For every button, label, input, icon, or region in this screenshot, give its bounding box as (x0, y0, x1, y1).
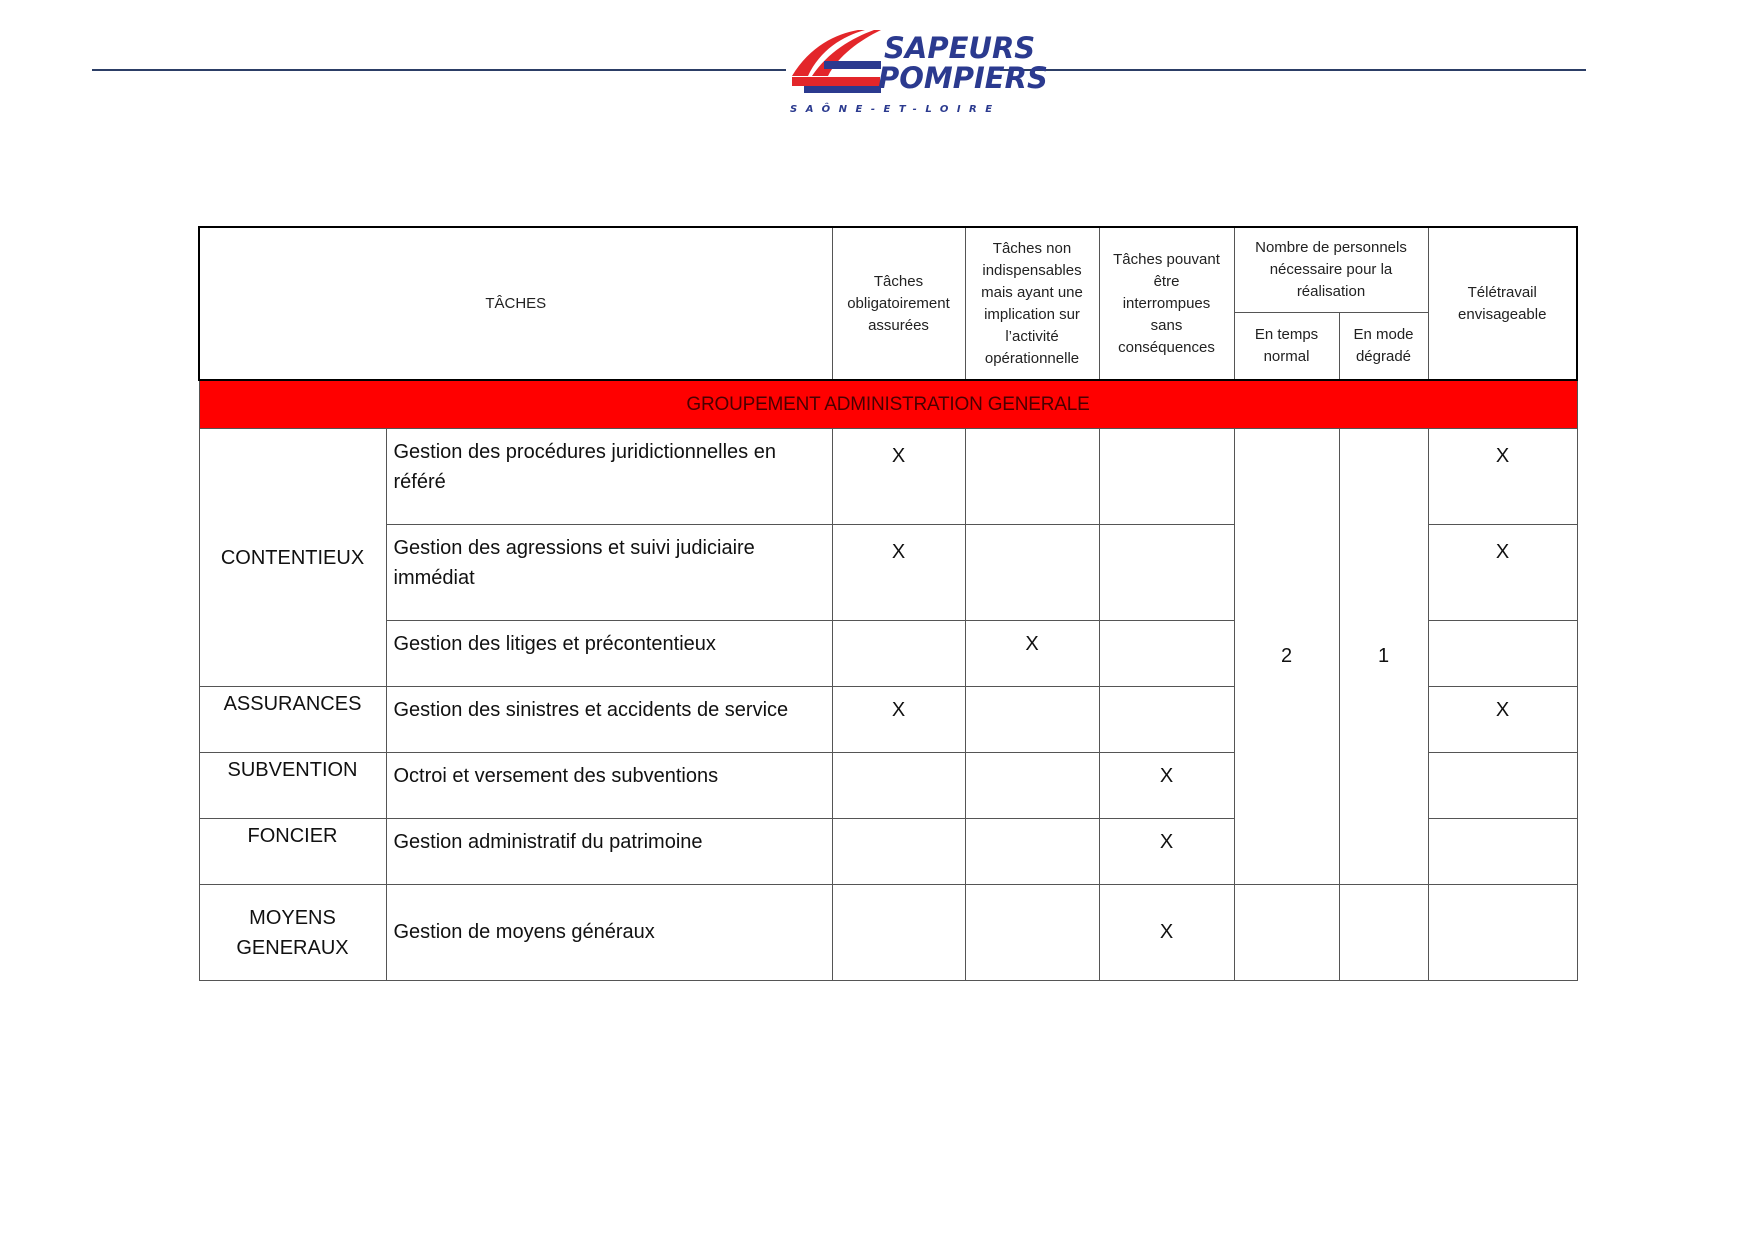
mark-obligatoire (832, 753, 965, 819)
mark-non-indispensable (965, 819, 1099, 885)
category-assurances: ASSURANCES (199, 687, 386, 753)
mark-interrompue (1099, 525, 1234, 621)
task-cell: Gestion administratif du patrimoine (386, 819, 832, 885)
mark-non-indispensable (965, 753, 1099, 819)
task-cell: Gestion des litiges et précontentieux (386, 621, 832, 687)
tasks-table (198, 226, 1578, 981)
mark-non-indispensable (965, 429, 1099, 525)
task-cell: Gestion des procédures juridictionnelles en référé (386, 429, 832, 525)
header-taches: TÂCHES (199, 227, 832, 380)
mark-interrompue: X (1099, 819, 1234, 885)
logo-subtitle: SAÔNE-ET-LOIRE (790, 104, 1001, 115)
header-personnels: Nombre de personnels nécessaire pour la réalisation (1234, 227, 1428, 313)
sapeurs-pompiers-logo (788, 26, 1048, 116)
mark-teletravail (1428, 753, 1577, 819)
task-cell: Octroi et versement des subventions (386, 753, 832, 819)
count-temps-normal-empty (1234, 885, 1339, 981)
mark-non-indispensable: X (965, 621, 1099, 687)
header-temps-normal: En temps normal (1234, 313, 1339, 381)
mark-teletravail: X (1428, 687, 1577, 753)
count-temps-normal: 2 (1234, 429, 1339, 885)
mark-interrompue: X (1099, 753, 1234, 819)
header-obligatoires: Tâches obligatoirement assurées (832, 227, 965, 380)
count-mode-degrade: 1 (1339, 429, 1428, 885)
mark-obligatoire (832, 819, 965, 885)
task-cell: Gestion des sinistres et accidents de service (386, 687, 832, 753)
mark-interrompue: X (1099, 885, 1234, 981)
header-interrompues: Tâches pouvant être interrompues sans conséquences (1099, 227, 1234, 380)
logo-line2: POMPIERS (878, 61, 1048, 95)
mark-teletravail (1428, 621, 1577, 687)
mark-teletravail (1428, 885, 1577, 981)
header-rule-right (1000, 69, 1586, 71)
mark-teletravail: X (1428, 525, 1577, 621)
mark-obligatoire: X (832, 687, 965, 753)
mark-obligatoire (832, 621, 965, 687)
mark-interrompue (1099, 621, 1234, 687)
group-title: GROUPEMENT ADMINISTRATION GENERALE (199, 380, 1577, 429)
category-moyens-generaux: MOYENS GENERAUX (199, 885, 386, 981)
header-mode-degrade: En mode dégradé (1339, 313, 1428, 381)
mark-interrompue (1099, 429, 1234, 525)
category-contentieux: CONTENTIEUX (199, 429, 386, 687)
header-non-indispensables: Tâches non indispensables mais ayant une implication sur l’activité opérationnelle (965, 227, 1099, 380)
mark-teletravail (1428, 819, 1577, 885)
mark-obligatoire: X (832, 429, 965, 525)
task-cell: Gestion de moyens généraux (386, 885, 832, 981)
mark-non-indispensable (965, 687, 1099, 753)
mark-obligatoire: X (832, 525, 965, 621)
category-subvention: SUBVENTION (199, 753, 386, 819)
header-rule-left (92, 69, 786, 71)
mark-non-indispensable (965, 525, 1099, 621)
category-foncier: FONCIER (199, 819, 386, 885)
mark-non-indispensable (965, 885, 1099, 981)
mark-teletravail: X (1428, 429, 1577, 525)
header-teletravail: Télétravail envisageable (1428, 227, 1577, 380)
mark-interrompue (1099, 687, 1234, 753)
count-mode-degrade-empty (1339, 885, 1428, 981)
mark-obligatoire (832, 885, 965, 981)
logo-line1: SAPEURS (884, 31, 1036, 65)
task-cell: Gestion des agressions et suivi judiciaire immédiat (386, 525, 832, 621)
